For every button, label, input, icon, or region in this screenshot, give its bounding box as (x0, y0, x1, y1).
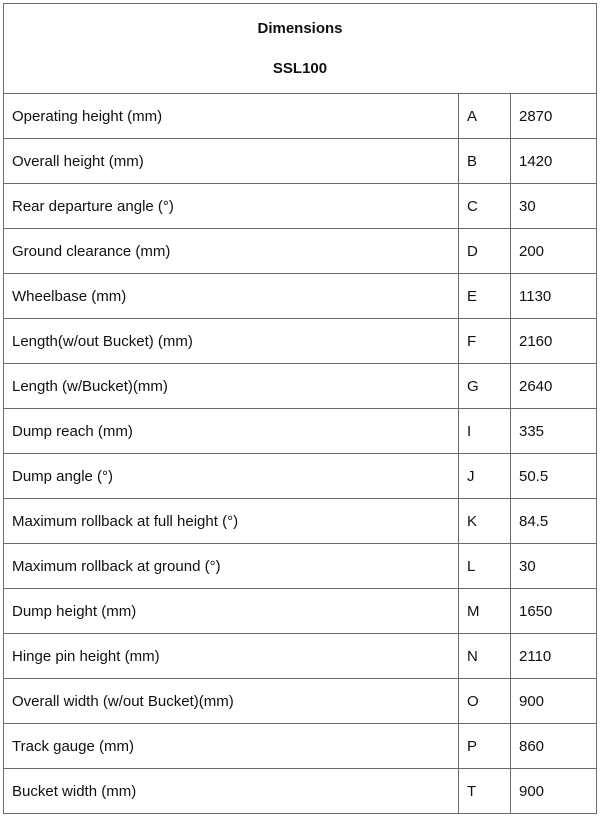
value-cell: 30 (511, 544, 597, 589)
code-cell: D (459, 229, 511, 274)
param-cell: Dump angle (°) (4, 454, 459, 499)
table-row (4, 499, 597, 544)
value-cell: 84.5 (511, 499, 597, 544)
table-header-cell (4, 4, 597, 94)
table-row (4, 409, 597, 454)
dimensions-table (3, 3, 597, 814)
value-cell: 900 (511, 679, 597, 724)
param-cell: Rear departure angle (°) (4, 184, 459, 229)
table-model: SSL100 (272, 59, 328, 77)
table-row (4, 139, 597, 184)
param-cell: Maximum rollback at ground (°) (4, 544, 459, 589)
table-row (4, 364, 597, 409)
value-cell: 900 (511, 769, 597, 814)
param-cell: Dump reach (mm) (4, 409, 459, 454)
table-row (4, 229, 597, 274)
code-cell: P (459, 724, 511, 769)
table-row (4, 679, 597, 724)
code-cell: C (459, 184, 511, 229)
value-cell: 2640 (511, 364, 597, 409)
code-cell: J (459, 454, 511, 499)
table-row (4, 769, 597, 814)
param-cell: Length(w/out Bucket) (mm) (4, 319, 459, 364)
code-cell: M (459, 589, 511, 634)
value-cell: 1420 (511, 139, 597, 184)
value-cell: 200 (511, 229, 597, 274)
value-cell: 2870 (511, 94, 597, 139)
param-cell: Track gauge (mm) (4, 724, 459, 769)
code-cell: L (459, 544, 511, 589)
table-row (4, 634, 597, 679)
code-cell: F (459, 319, 511, 364)
param-cell: Ground clearance (mm) (4, 229, 459, 274)
value-cell: 30 (511, 184, 597, 229)
param-cell: Length (w/Bucket)(mm) (4, 364, 459, 409)
code-cell: O (459, 679, 511, 724)
table-row (4, 274, 597, 319)
value-cell: 860 (511, 724, 597, 769)
param-cell: Dump height (mm) (4, 589, 459, 634)
code-cell: E (459, 274, 511, 319)
table-row (4, 94, 597, 139)
table-header-row (4, 4, 597, 94)
param-cell: Wheelbase (mm) (4, 274, 459, 319)
value-cell: 2110 (511, 634, 597, 679)
value-cell: 1130 (511, 274, 597, 319)
param-cell: Overall width (w/out Bucket)(mm) (4, 679, 459, 724)
table-row (4, 454, 597, 499)
value-cell: 335 (511, 409, 597, 454)
value-cell: 1650 (511, 589, 597, 634)
param-cell: Overall height (mm) (4, 139, 459, 184)
param-cell: Hinge pin height (mm) (4, 634, 459, 679)
param-cell: Maximum rollback at full height (°) (4, 499, 459, 544)
dimensions-table-body (4, 4, 597, 814)
code-cell: K (459, 499, 511, 544)
code-cell: A (459, 94, 511, 139)
table-row (4, 184, 597, 229)
code-cell: N (459, 634, 511, 679)
param-cell: Bucket width (mm) (4, 769, 459, 814)
code-cell: I (459, 409, 511, 454)
table-row (4, 589, 597, 634)
code-cell: B (459, 139, 511, 184)
value-cell: 2160 (511, 319, 597, 364)
table-title: Dimensions (257, 19, 343, 37)
param-cell: Operating height (mm) (4, 94, 459, 139)
code-cell: G (459, 364, 511, 409)
value-cell: 50.5 (511, 454, 597, 499)
table-row (4, 319, 597, 364)
table-row (4, 724, 597, 769)
code-cell: T (459, 769, 511, 814)
table-row (4, 544, 597, 589)
